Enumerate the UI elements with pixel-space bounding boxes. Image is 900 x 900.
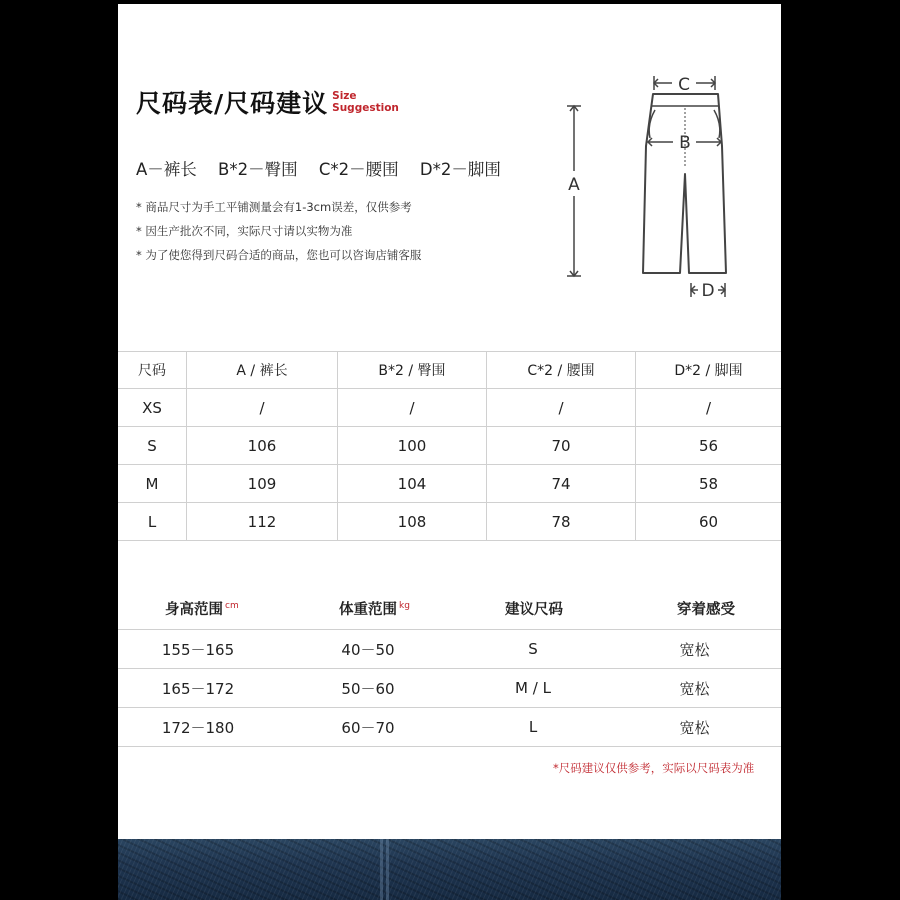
cell-height-range: 165－172 <box>118 669 278 708</box>
rec-header-height-label: 身高范围 <box>165 602 223 618</box>
cell-height-range: 172－180 <box>118 708 278 747</box>
recommendation-table <box>118 629 781 747</box>
rec-header-height <box>165 598 239 619</box>
cell-waist: 74 <box>487 465 636 503</box>
cell-fit: 宽松 <box>608 669 781 708</box>
denim-photo-strip <box>118 839 781 900</box>
rec-header-fit-label: 穿着感受 <box>677 602 735 618</box>
cell-hip: 104 <box>338 465 487 503</box>
legend-d: D*2－脚围 <box>419 160 501 179</box>
cell-waist: 70 <box>487 427 636 465</box>
note-3: * 为了使您得到尺码合适的商品，您也可以咨询店铺客服 <box>136 248 422 262</box>
denim-seam <box>380 839 383 900</box>
measurement-notes <box>136 199 421 271</box>
table-row <box>118 503 781 541</box>
legend-b: B*2－臀围 <box>218 160 298 179</box>
title-en-line1: Size <box>332 90 357 102</box>
cell-hem: 60 <box>636 503 782 541</box>
note-2: * 因生产批次不同，实际尺寸请以实物为准 <box>136 224 353 238</box>
header-length: A / 裤长 <box>187 352 338 389</box>
size-table-header <box>118 352 781 389</box>
rec-header-height-unit: cm <box>225 601 239 612</box>
table-row <box>118 669 781 708</box>
table-row <box>118 708 781 747</box>
cell-size: M <box>118 465 187 503</box>
table-row <box>118 427 781 465</box>
legend-a: A－裤长 <box>136 160 197 179</box>
cell-suggested-size: S <box>458 630 608 669</box>
table-row <box>118 465 781 503</box>
label-c: C <box>678 75 690 95</box>
page-title <box>136 84 399 120</box>
cell-hem: 56 <box>636 427 782 465</box>
rec-header-size <box>505 598 563 619</box>
cell-hem: 58 <box>636 465 782 503</box>
header-size: 尺码 <box>118 352 187 389</box>
cell-weight-range: 60－70 <box>278 708 458 747</box>
label-d: D <box>701 281 715 301</box>
rec-header-fit <box>677 598 735 619</box>
legend-c: C*2－腰围 <box>318 160 399 179</box>
cell-hem: / <box>636 389 782 427</box>
header-hem: D*2 / 脚围 <box>636 352 782 389</box>
cell-suggested-size: L <box>458 708 608 747</box>
denim-seam <box>386 839 389 900</box>
cell-length: 112 <box>187 503 338 541</box>
header-waist: C*2 / 腰围 <box>487 352 636 389</box>
label-a: A <box>568 175 580 195</box>
table-row <box>118 389 781 427</box>
rec-header-weight <box>339 598 410 619</box>
cell-fit: 宽松 <box>608 708 781 747</box>
rec-header-size-label: 建议尺码 <box>505 602 563 618</box>
cell-hip: 108 <box>338 503 487 541</box>
cell-size: L <box>118 503 187 541</box>
label-b: B <box>679 133 691 153</box>
title-cn: 尺码表/尺码建议 <box>136 89 329 118</box>
note-1: * 商品尺寸为手工平铺测量会有1-3cm误差，仅供参考 <box>136 200 412 214</box>
cell-weight-range: 50－60 <box>278 669 458 708</box>
cell-size: XS <box>118 389 187 427</box>
cell-length: 106 <box>187 427 338 465</box>
cell-hip: / <box>338 389 487 427</box>
cell-suggested-size: M / L <box>458 669 608 708</box>
measurement-legend <box>136 156 517 180</box>
pants-diagram <box>555 66 755 306</box>
rec-header-weight-label: 体重范围 <box>339 602 397 618</box>
table-row <box>118 630 781 669</box>
cell-size: S <box>118 427 187 465</box>
title-en <box>332 90 399 114</box>
cell-length: / <box>187 389 338 427</box>
cell-waist: / <box>487 389 636 427</box>
header-hip: B*2 / 臀围 <box>338 352 487 389</box>
cell-fit: 宽松 <box>608 630 781 669</box>
size-table <box>118 351 781 541</box>
cell-hip: 100 <box>338 427 487 465</box>
cell-height-range: 155－165 <box>118 630 278 669</box>
cell-waist: 78 <box>487 503 636 541</box>
title-en-line2: Suggestion <box>332 102 399 114</box>
cell-length: 109 <box>187 465 338 503</box>
size-footnote: *尺码建议仅供参考，实际以尺码表为准 <box>553 761 755 775</box>
rec-header-weight-unit: kg <box>399 601 410 612</box>
cell-weight-range: 40－50 <box>278 630 458 669</box>
